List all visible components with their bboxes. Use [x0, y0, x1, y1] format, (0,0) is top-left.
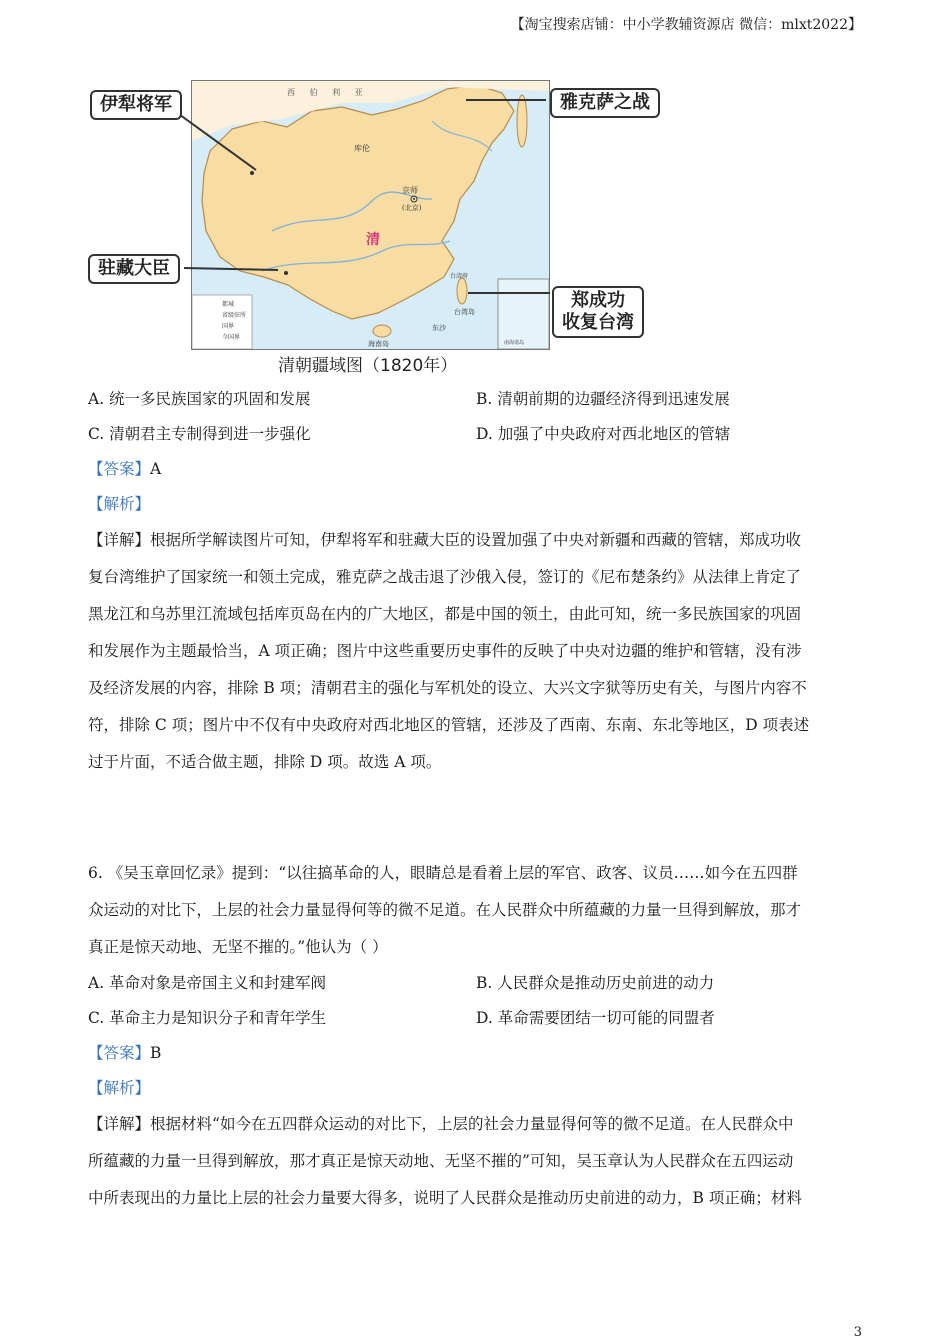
q6-stem-line: 真正是惊天动地、无坚不摧的。”他认为（ ） — [88, 938, 388, 956]
map-label-siberia: 西 伯 利 亚 — [287, 88, 369, 97]
q5-detail-line: 【详解】根据所学解读图片可知，伊犁将军和驻藏大臣的设置加强了中央对新疆和西藏的管辖，郑成功收 — [88, 531, 802, 549]
figure-caption: 清朝疆域图（1820年） — [278, 356, 458, 376]
map-label-dongsha: 东沙 — [432, 324, 446, 332]
map-label-taiwan: 台湾岛 — [454, 308, 475, 316]
q5-options-row-2 — [88, 417, 860, 452]
map-label-capital: 京师 — [402, 186, 418, 195]
q5-analysis-tag: 【解析】 — [88, 495, 151, 513]
callout-yili-general: 伊犁将军 — [90, 90, 182, 120]
q6-answer-value: B — [150, 1044, 162, 1062]
q6-detail-line: 所蕴藏的力量一旦得到解放，那才真正是惊天动地、无坚不摧的”可知，吴玉章认为人民群众在五四运动 — [88, 1152, 794, 1170]
map-label-kulun: 库伦 — [354, 144, 370, 153]
q6-option-a: A. 革命对象是帝国主义和封建军阀 — [88, 974, 327, 992]
q5-option-c: C. 清朝君主专制得到进一步强化 — [88, 425, 311, 443]
q5-options-row-1 — [88, 382, 860, 417]
q5-detail-line: 黑龙江和乌苏里江流域包括库页岛在内的广大地区，都是中国的领土，由此可知，统一多民族国家的巩固 — [88, 605, 802, 623]
q5-detail-tag: 【详解】 — [88, 531, 151, 549]
q5-detail-line: 符，排除 C 项；图片中不仅有中央政府对西北地区的管辖，还涉及了西南、东南、东北等地区，D 项表述 — [88, 716, 810, 734]
q5-detail-line: 和发展作为主题最恰当，A 项正确；图片中这些重要历史事件的反映了中央对边疆的维护和管辖，没有涉 — [88, 642, 802, 660]
q6-analysis-heading — [88, 1071, 860, 1106]
q6-option-c: C. 革命主力是知识分子和青年学生 — [88, 1009, 327, 1027]
map-label-south-sea: 南海诸岛 — [504, 340, 525, 346]
q6-detail-line: 【详解】根据材料“如今在五四群众运动的对比下，上层的社会力量显得何等的微不足道。在人民群众中 — [88, 1115, 794, 1133]
q6-detail — [88, 1106, 860, 1217]
q5-analysis-heading — [88, 487, 860, 522]
q5-option-d: D. 加强了中央政府对西北地区的管辖 — [476, 425, 731, 443]
legend-item-capital: 都城 — [222, 301, 235, 308]
q6-block — [88, 855, 860, 1217]
legend-item-modern-border: 今国界 — [222, 334, 241, 341]
map-label-qing: 清 — [366, 232, 380, 248]
callout-zheng-line2: 收复台湾 — [562, 312, 634, 333]
header-note: 【淘宝搜索店铺：中小学教辅资源店 微信：mlxt2022】 — [510, 17, 862, 33]
callout-zheng-line1: 郑成功 — [571, 290, 625, 311]
legend-item-border: 国界 — [222, 323, 235, 330]
q6-options-row-1 — [88, 966, 860, 1001]
callout-tibet-minister: 驻藏大臣 — [88, 254, 180, 284]
q6-detail-line: 中所表现出的力量比上层的社会力量要大得多，说明了人民群众是推动历史前进的动力，B 项正确；材料 — [88, 1189, 802, 1207]
q5-detail-line: 及经济发展的内容，排除 B 项；清朝君主的强化与军机处的设立、大兴文字狱等历史有关，与图片内容不 — [88, 679, 807, 697]
qing-map-figure — [88, 78, 650, 383]
q6-detail-tag: 【详解】 — [88, 1115, 151, 1133]
q6-options-row-2 — [88, 1001, 860, 1036]
legend-item-province: 省级驻所 — [222, 312, 247, 319]
q5-block — [88, 382, 860, 781]
q5-answer — [88, 452, 860, 487]
map-label-hainan: 海南岛 — [368, 340, 389, 348]
map-label-capital-sub: (北京) — [402, 204, 422, 212]
q6-stem-line: 众运动的对比下，上层的社会力量显得何等的微不足道。在人民群众中所蕴藏的力量一旦得到解放，那才 — [88, 901, 802, 919]
callout-yakesa-battle: 雅克萨之战 — [550, 88, 660, 118]
q6-stem-line: 6. 《吴玉章回忆录》提到：“以往搞革命的人，眼睛总是看着上层的军官、政客、议员……如今在五四群 — [88, 864, 798, 882]
map-label-taipei-area: 台湾府 — [450, 273, 469, 280]
q5-option-a: A. 统一多民族国家的巩固和发展 — [88, 390, 311, 408]
q6-analysis-tag: 【解析】 — [88, 1079, 151, 1097]
callout-zheng-chenggong — [552, 286, 644, 338]
q5-detail — [88, 522, 860, 781]
q6-option-b: B. 人民群众是推动历史前进的动力 — [476, 974, 715, 992]
q5-answer-tag: 【答案】 — [88, 460, 151, 478]
q6-answer-tag: 【答案】 — [88, 1044, 151, 1062]
page-number: 3 — [853, 1325, 862, 1340]
q5-answer-value: A — [150, 460, 162, 478]
q6-option-d: D. 革命需要团结一切可能的同盟者 — [476, 1009, 715, 1027]
q5-detail-line: 过于片面，不适合做主题，排除 D 项。故选 A 项。 — [88, 753, 442, 771]
q6-answer — [88, 1036, 860, 1071]
q5-detail-line: 复台湾维护了国家统一和领土完成，雅克萨之战击退了沙俄入侵，签订的《尼布楚条约》从法律上肯定了 — [88, 568, 802, 586]
q5-option-b: B. 清朝前期的边疆经济得到迅速发展 — [476, 390, 730, 408]
q6-stem — [88, 855, 860, 966]
